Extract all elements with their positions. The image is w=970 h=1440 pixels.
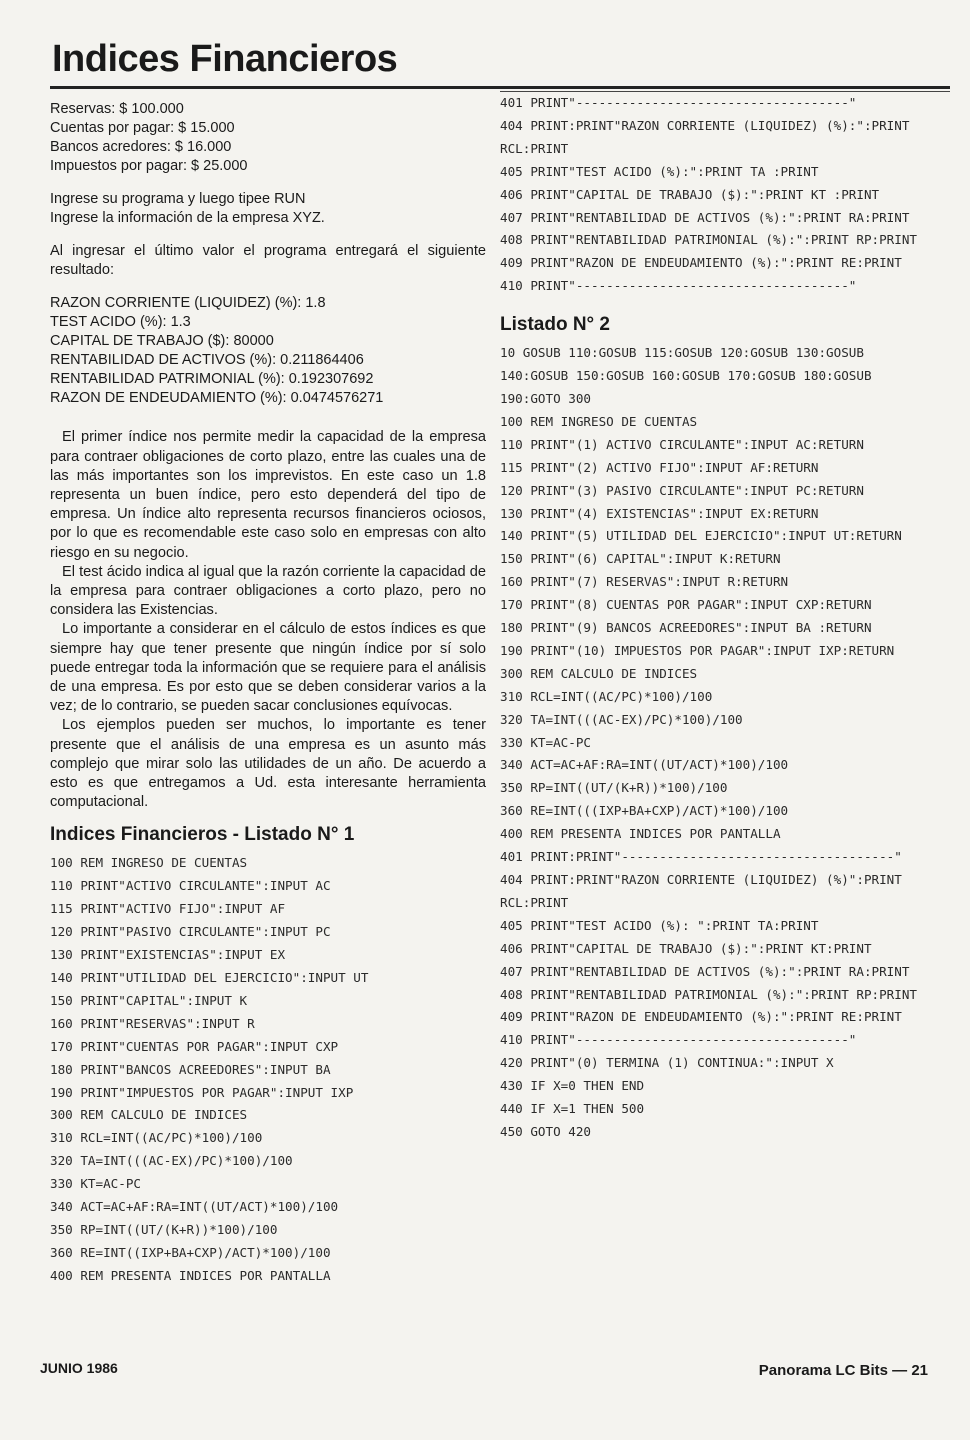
intro xyxy=(50,242,486,280)
left-column xyxy=(50,100,486,1288)
paragraph: El test ácido indica al igual que la razón corriente la capacidad de la empresa para contraer obligaciones a corto plazo, pero no considera las Existencias. xyxy=(50,563,486,619)
code-line: 407 PRINT"RENTABILIDAD DE ACTIVOS (%):":PRINT RA:PRINT xyxy=(500,963,910,979)
code-line: 340 ACT=AC+AF:RA=INT((UT/ACT)*100)/100 xyxy=(50,1199,339,1215)
code-line: 401 PRINT:PRINT"------------------------------------" xyxy=(500,849,902,865)
code-line: 320 TA=INT(((AC-EX)/PC)*100)/100 xyxy=(500,711,743,727)
code-line: 140 PRINT"(5) UTILIDAD DEL EJERCICIO":INPUT UT:RETURN xyxy=(500,528,902,544)
intro-text: Al ingresar el último valor el programa entregará el siguiente resultado: xyxy=(50,243,486,279)
code-line: 170 PRINT"(8) CUENTAS POR PAGAR":INPUT CXP:RETURN xyxy=(500,597,872,613)
code-line: 406 PRINT"CAPITAL DE TRABAJO ($):":PRINT KT :PRINT xyxy=(500,186,880,202)
instruction-line: Ingrese su programa y luego tipee RUN xyxy=(50,191,306,207)
listing1-title: Indices Financieros - Listado N° 1 xyxy=(50,824,355,846)
data-line: Reservas: $ 100.000 xyxy=(50,101,184,117)
code-line: 180 PRINT"(9) BANCOS ACREEDORES":INPUT BA :RETURN xyxy=(500,620,872,636)
data-lines xyxy=(50,100,486,176)
code-line: 450 GOTO 420 xyxy=(500,1123,591,1139)
code-line: 110 PRINT"ACTIVO CIRCULANTE":INPUT AC xyxy=(50,878,331,894)
result-line: RAZON CORRIENTE (LIQUIDEZ) (%): 1.8 xyxy=(50,295,326,312)
code-line: 160 PRINT"RESERVAS":INPUT R xyxy=(50,1015,255,1031)
code-line: 410 PRINT"------------------------------------" xyxy=(500,278,857,294)
code-line: 340 ACT=AC+AF:RA=INT((UT/ACT)*100)/100 xyxy=(500,757,789,773)
code-line: 409 PRINT"RAZON DE ENDEUDAMIENTO (%):":PRINT RE:PRINT xyxy=(500,255,902,271)
paragraph: El primer índice nos permite medir la capacidad de la empresa para contraer obligaciones de corto plazo, entre las cuales una de las más importantes son los imprevistos. En este caso un 1.8 representa un buen índice, pero esto dependerá del tipo de empresa. Un índice alto representa recursos financieros ociosos, por lo que es recomendable este caso solo en empresas con alto riesgo en su negocio. xyxy=(50,429,486,561)
code-line: 440 IF X=1 THEN 500 xyxy=(500,1101,645,1117)
body-text xyxy=(50,428,486,812)
code-line: 404 PRINT:PRINT"RAZON CORRIENTE (LIQUIDEZ) (%)":PRINT RCL:PRINT xyxy=(500,872,910,910)
code-line: 150 PRINT"(6) CAPITAL":INPUT K:RETURN xyxy=(500,551,781,567)
footer-date: JUNIO 1986 xyxy=(40,1360,118,1376)
data-line: Cuentas por pagar: $ 15.000 xyxy=(50,120,235,136)
code-line: 420 PRINT"(0) TERMINA (1) CONTINUA:":INPUT X xyxy=(500,1055,834,1071)
results xyxy=(50,294,486,408)
code-line: 400 REM PRESENTA INDICES POR PANTALLA xyxy=(50,1267,331,1283)
code-line: 404 PRINT:PRINT"RAZON CORRIENTE (LIQUIDEZ) (%):":PRINT RCL:PRINT xyxy=(500,117,918,156)
code-line: 409 PRINT"RAZON DE ENDEUDAMIENTO (%):":PRINT RE:PRINT xyxy=(500,1009,902,1025)
code-line: 115 PRINT"ACTIVO FIJO":INPUT AF xyxy=(50,901,286,917)
code-line: 120 PRINT"PASIVO CIRCULANTE":INPUT PC xyxy=(50,924,331,940)
code-line: 300 REM CALCULO DE INDICES xyxy=(50,1107,248,1123)
code-line: 430 IF X=0 THEN END xyxy=(500,1078,645,1094)
data-line: Bancos acredores: $ 16.000 xyxy=(50,139,232,155)
code-line: 130 PRINT"EXISTENCIAS":INPUT EX xyxy=(50,947,286,963)
code-line: 120 PRINT"(3) PASIVO CIRCULANTE":INPUT PC:RETURN xyxy=(500,482,864,498)
listing1-continued-code xyxy=(500,92,920,298)
result-line: CAPITAL DE TRABAJO ($): 80000 xyxy=(50,333,274,350)
code-line: 360 RE=INT(((IXP+BA+CXP)/ACT)*100)/100 xyxy=(500,803,789,819)
paragraph: Lo importante a considerar en el cálculo de estos índices es que siempre hay que tener presente que ningún índice por sí solo puede entregar toda la información que se requiere para el análisis de una empresa. Es por esto que se deben considerar varios a la vez; de lo contrario, se pueden sacar conclusiones equívocas. xyxy=(50,621,486,715)
result-line: RENTABILIDAD PATRIMONIAL (%): 0.192307692 xyxy=(50,371,374,388)
data-line: Impuestos por pagar: $ 25.000 xyxy=(50,158,248,174)
code-line: 408 PRINT"RENTABILIDAD PATRIMONIAL (%):":PRINT RP:PRINT xyxy=(500,232,918,248)
result-line: TEST ACIDO (%): 1.3 xyxy=(50,314,191,331)
code-line: 401 PRINT"------------------------------------" xyxy=(500,95,857,110)
code-line: 330 KT=AC-PC xyxy=(50,1176,141,1192)
page-title: Indices Financieros xyxy=(52,38,398,80)
code-line: 350 RP=INT((UT/(K+R))*100)/100 xyxy=(50,1221,278,1237)
code-line: 180 PRINT"BANCOS ACREEDORES":INPUT BA xyxy=(50,1061,331,1077)
code-line: 406 PRINT"CAPITAL DE TRABAJO ($):":PRINT KT:PRINT xyxy=(500,940,872,956)
code-line: 150 PRINT"CAPITAL":INPUT K xyxy=(50,992,248,1008)
code-line: 400 REM PRESENTA INDICES POR PANTALLA xyxy=(500,826,781,842)
code-line: 310 RCL=INT((AC/PC)*100)/100 xyxy=(500,688,713,704)
code-line: 410 PRINT"------------------------------------" xyxy=(500,1032,857,1048)
code-line: 190 PRINT"(10) IMPUESTOS POR PAGAR":INPUT IXP:RETURN xyxy=(500,642,895,658)
code-line: 407 PRINT"RENTABILIDAD DE ACTIVOS (%):":PRINT RA:PRINT xyxy=(500,209,910,225)
code-line: 10 GOSUB 110:GOSUB 115:GOSUB 120:GOSUB 130:GOSUB 140:GOSUB 150:GOSUB 160:GOSUB 170:GOSUB 180:GOSUB 190:GOTO 300 xyxy=(500,345,880,406)
code-line: 115 PRINT"(2) ACTIVO FIJO":INPUT AF:RETURN xyxy=(500,459,819,475)
code-line: 405 PRINT"TEST ACIDO (%):":PRINT TA :PRINT xyxy=(500,163,819,179)
footer-page: Panorama LC Bits — 21 xyxy=(758,1362,928,1379)
code-line: 160 PRINT"(7) RESERVAS":INPUT R:RETURN xyxy=(500,574,789,590)
code-line: 100 REM INGRESO DE CUENTAS xyxy=(500,413,698,429)
result-line: RAZON DE ENDEUDAMIENTO (%): 0.0474576271 xyxy=(50,390,384,407)
paragraph: Los ejemplos pueden ser muchos, lo importante es tener presente que el análisis de una empresa es un asunto más complejo que mirar solo las utilidades de un año. De acuerdo a esto es que entregamos a Ud. esta interesante herramienta computacional. xyxy=(50,717,486,811)
code-line: 310 RCL=INT((AC/PC)*100)/100 xyxy=(50,1130,263,1146)
listing2-title: Listado N° 2 xyxy=(500,314,611,336)
code-line: 130 PRINT"(4) EXISTENCIAS":INPUT EX:RETURN xyxy=(500,505,819,521)
code-line: 300 REM CALCULO DE INDICES xyxy=(500,665,698,681)
code-line: 350 RP=INT((UT/(K+R))*100)/100 xyxy=(500,780,728,796)
code-line: 320 TA=INT(((AC-EX)/PC)*100)/100 xyxy=(50,1153,293,1169)
code-line: 170 PRINT"CUENTAS POR PAGAR":INPUT CXP xyxy=(50,1038,339,1054)
result-line: RENTABILIDAD DE ACTIVOS (%): 0.211864406 xyxy=(50,352,364,369)
code-line: 140 PRINT"UTILIDAD DEL EJERCICIO":INPUT UT xyxy=(50,970,369,985)
code-line: 190 PRINT"IMPUESTOS POR PAGAR":INPUT IXP xyxy=(50,1084,354,1100)
right-column xyxy=(500,92,920,1144)
code-line: 408 PRINT"RENTABILIDAD PATRIMONIAL (%):":PRINT RP:PRINT xyxy=(500,986,918,1002)
instruction-line: Ingrese la información de la empresa XYZ. xyxy=(50,210,325,226)
listing1-code xyxy=(50,852,486,1287)
listing2-code xyxy=(500,342,920,1144)
title-rule xyxy=(50,86,950,89)
code-line: 330 KT=AC-PC xyxy=(500,734,591,750)
code-line: 360 RE=INT((IXP+BA+CXP)/ACT)*100)/100 xyxy=(50,1244,331,1260)
code-line: 405 PRINT"TEST ACIDO (%): ":PRINT TA:PRINT xyxy=(500,917,819,933)
code-line: 110 PRINT"(1) ACTIVO CIRCULANTE":INPUT AC:RETURN xyxy=(500,436,864,452)
code-line: 100 REM INGRESO DE CUENTAS xyxy=(50,855,248,871)
instructions xyxy=(50,190,486,228)
